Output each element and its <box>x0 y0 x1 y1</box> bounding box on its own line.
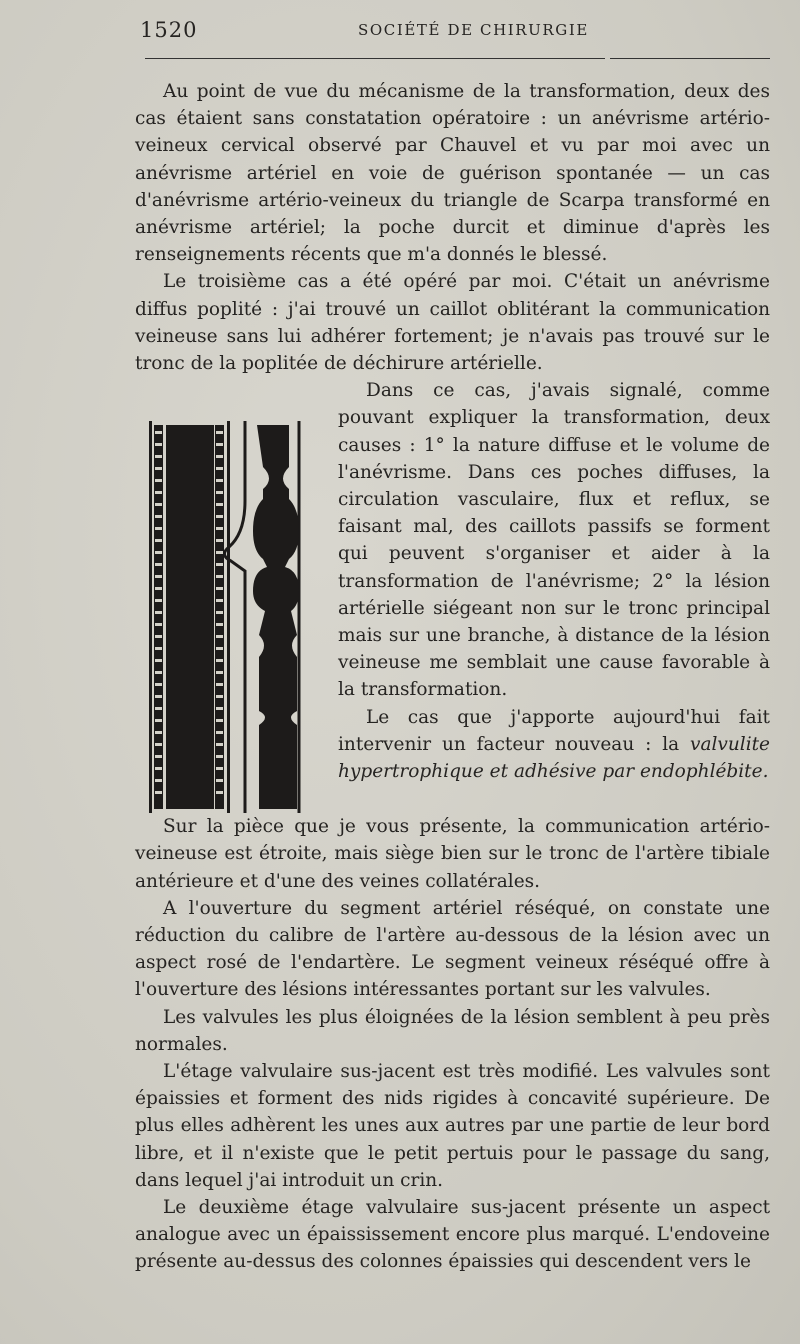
body-text <box>135 78 770 1276</box>
paragraph: Sur la pièce que je vous présente, la communication artério-veineuse est étroite, mais siège bien sur le tronc de l'artère tibiale antérieure et d'une des veines collatérales. <box>135 816 770 892</box>
artery-wall-right <box>227 421 230 813</box>
figure-wrap-area <box>135 377 770 785</box>
artery-wall-left <box>149 421 152 813</box>
paragraph: Au point de vue du mécanisme de la transformation, deux des cas étaient sans constatation opératoire : un anévrisme artério-veineux cervical observé par Chauvel et vu par moi avec un anévrisme artériel en voie de guérison spontanée — un cas d'anévrisme artério-veineux du triangle de Scarpa transformé en anévrisme artériel; la poche durcit et diminue d'après les renseignements récents que m'a donnés le blessé. <box>135 81 770 266</box>
vessel-diagram-figure <box>149 421 314 813</box>
paragraph: A l'ouverture du segment artériel réséqué, on constate une réduction du calibre de l'artère au-dessous de la lésion avec un aspect rosé de l'endartère. Le segment veineux réséqué offre à l'ouverture des lésions intéressantes portant sur les valvules. <box>135 897 770 1001</box>
paragraph: Le deuxième étage valvulaire sus-jacent présente un aspect analogue avec un épaississement encore plus marqué. L'endoveine présente au-dessus des colonnes épaissies qui descendent vers le <box>135 1197 770 1273</box>
header-rule-right <box>610 58 770 59</box>
paragraph: Dans ce cas, j'avais signalé, comme pouvant expliquer la transformation, deux causes : 1° la nature diffuse et le volume de l'anévrisme. Dans ces poches diffuses, la circulation vasculaire, flux et reflux, se faisant mal, des caillots passifs se forment qui peuvent s'organiser et aider à la transformation de l'anévrisme; 2° la lésion artérielle siégeant non sur le tronc principal mais sur une branche, à distance de la lésion veineuse me semblait une cause favorable à la transformation. <box>338 380 770 701</box>
paragraph: Les valvules les plus éloignées de la lésion semblent à peu près normales. <box>135 1006 770 1055</box>
vessel-diagram-icon <box>149 421 314 813</box>
paragraph: L'étage valvulaire sus-jacent est très modifié. Les valvules sont épaissies et forment des nids rigides à concavité supérieure. De plus elles adhèrent les unes aux autres par une partie de leur bord libre, et il n'existe que le petit pertuis pour le passage du sang, dans lequel j'ai introduit un crin. <box>135 1061 770 1191</box>
artery-lumen <box>166 425 214 809</box>
header-rule <box>145 58 605 59</box>
paragraph: Le troisième cas a été opéré par moi. C'était un anévrisme diffus poplité : j'ai trouvé un caillot oblitérant la communication veineuse sans lui adhérer fortement; je n'avais pas trouvé sur le tronc de la poplitée de déchirure artérielle. <box>135 271 770 375</box>
artery-wall-pattern-left <box>154 425 163 809</box>
italic-term: valvulite hypertrophique et adhésive par endophlébite. <box>338 733 770 783</box>
running-title: SOCIÉTÉ DE CHIRURGIE <box>358 21 589 39</box>
page-number: 1520 <box>140 18 198 42</box>
vein-lumen <box>253 425 299 809</box>
artery-wall-pattern-right <box>215 425 224 809</box>
paragraph-text: Le cas que j'apporte aujourd'hui fait intervenir un facteur nouveau : la <box>338 706 770 755</box>
